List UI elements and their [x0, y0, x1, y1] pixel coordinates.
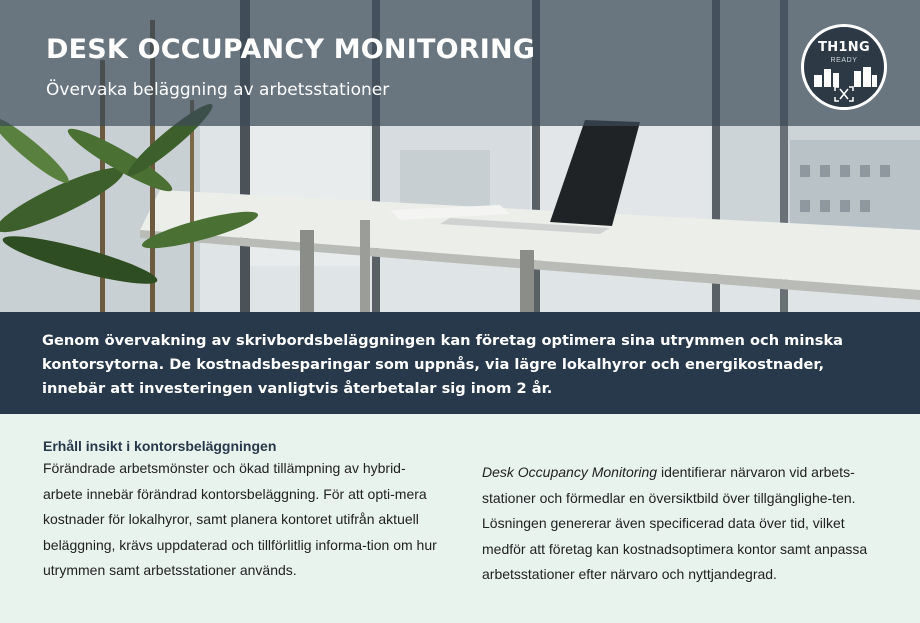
content-section	[0, 414, 920, 623]
right-body-text	[482, 460, 892, 588]
logo-subtext: READY	[830, 57, 858, 64]
right-body-rest: identifierar närvaron vid arbets-stationer och förmedlar en översiktbild över tillgänglighe-ten. Lösningen genererar även specificerad data över tid, vilket medför att företag kan kostnadsoptimera kontor samt anpassa arbetsstationer efter närvaro och nyttjandegrad.	[482, 464, 868, 582]
page-title: DESK OCCUPANCY MONITORING	[46, 34, 536, 65]
section-heading: Erhåll insikt i kontorsbeläggningen	[43, 438, 277, 454]
thing-ready-logo	[801, 24, 887, 110]
page-subtitle: Övervaka beläggning av arbetsstationer	[46, 80, 390, 100]
intro-band	[0, 312, 920, 414]
logo-text: TH1NG	[818, 40, 870, 55]
intro-text: Genom övervakning av skrivbordsbeläggningen kan företag optimera sina utrymmen och minska kontorsytorna. De kostnadsbesparingar som uppnås, via lägre lokalhyror och energikostnader, innebär att investeringen vanligtvis återbetalar sig inom 2 år.	[42, 332, 843, 397]
left-column	[43, 438, 443, 584]
product-name: Desk Occupancy Monitoring	[482, 464, 658, 480]
city-skyline-icon	[804, 27, 884, 107]
right-column	[482, 460, 892, 588]
title-band	[0, 0, 920, 126]
left-body-text: Förändrade arbetsmönster och ökad tillämpning av hybrid-arbete innebär förändrad kontorsbeläggning. För att opti-mera kostnader för lokalhyror, samt planera kontoret utifrån aktuell beläggning, krävs uppdaterad och tillförlitlig informa-tion om hur utrymmen samt arbetsstationer används.	[43, 460, 437, 578]
